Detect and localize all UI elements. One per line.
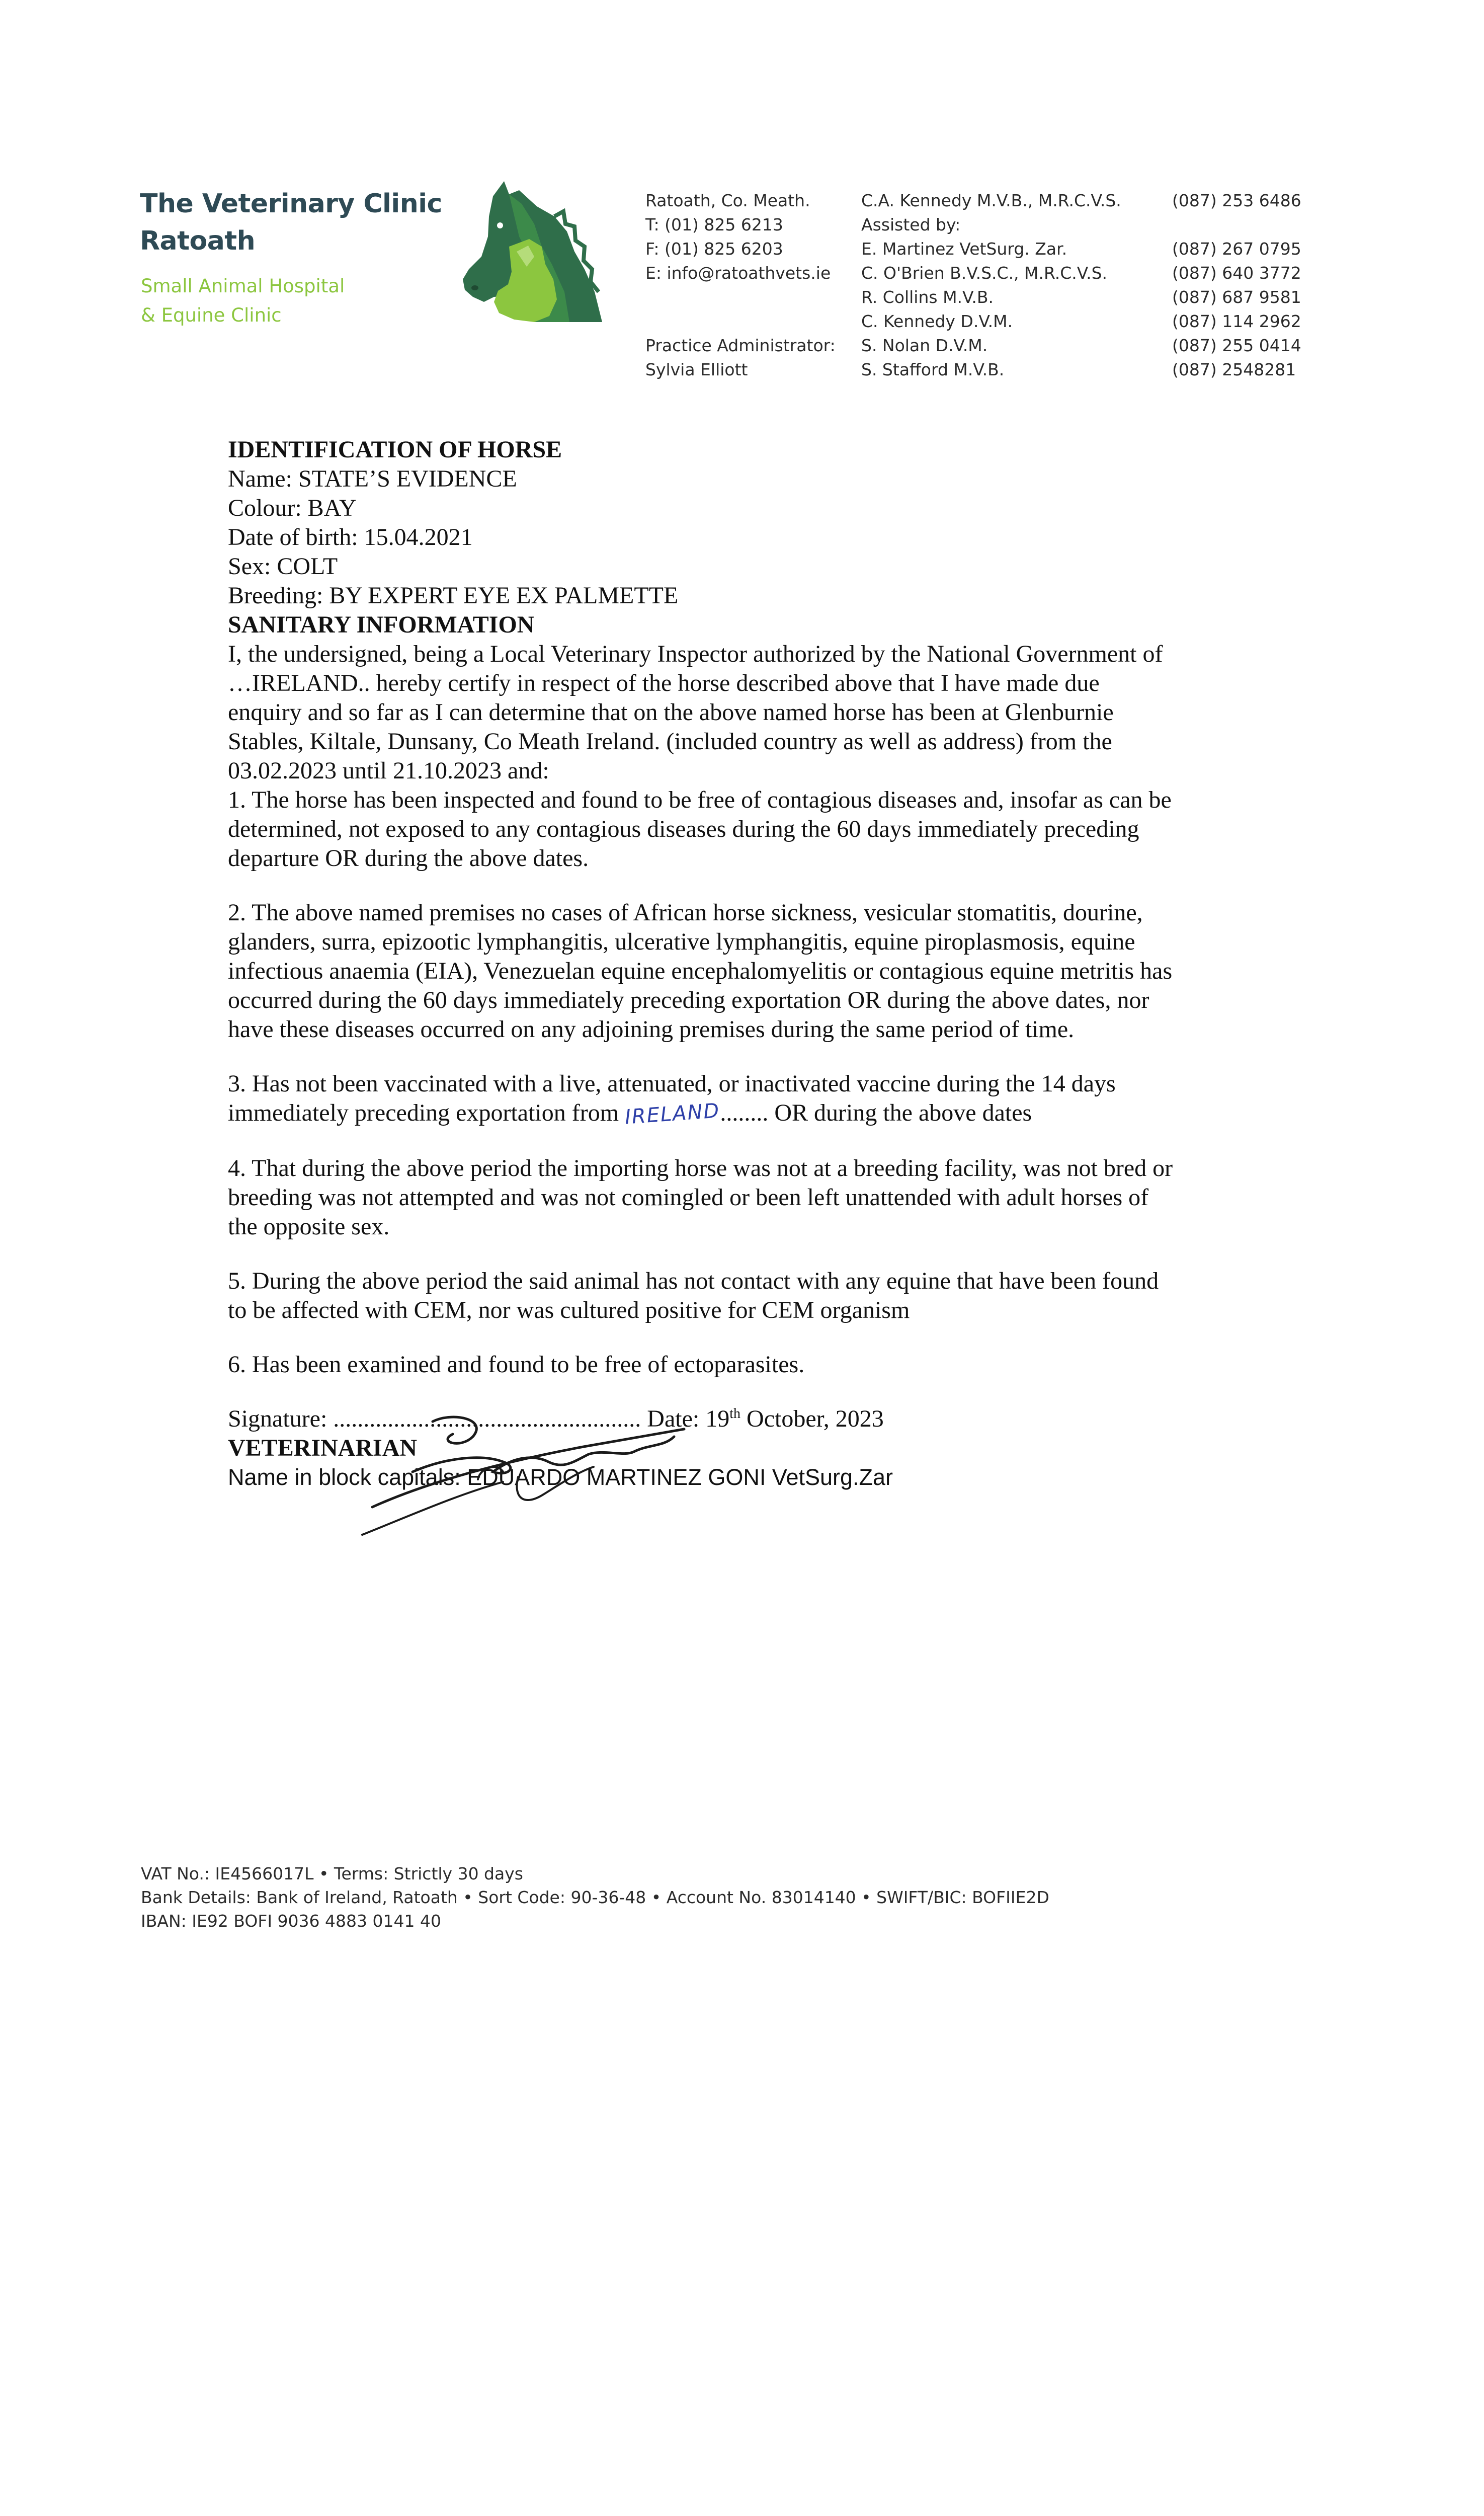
intro-line: …IRELAND.. hereby certify in respect of the horse described above that I have made due xyxy=(228,670,1100,696)
assisted-by-label: Assisted by: xyxy=(861,215,961,234)
clinic-email: E: info@ratoathvets.ie xyxy=(645,263,831,283)
vat-terms: VAT No.: IE4566017L • Terms: Strictly 30 days xyxy=(141,1864,523,1883)
clause-3-text-pre: immediately preceding exportation from xyxy=(228,1099,625,1126)
lead-vet-phone: (087) 253 6486 xyxy=(1172,191,1301,210)
handwritten-signature-icon xyxy=(352,1406,704,1547)
clinic-name-line1: The Veterinary Clinic xyxy=(140,189,442,219)
phone-list xyxy=(1172,189,1301,382)
horse-dob: Date of birth: 15.04.2021 xyxy=(228,524,473,551)
clinic-subtitle xyxy=(141,272,402,330)
clinic-telephone: T: (01) 825 6213 xyxy=(645,215,783,234)
clause-line: 2. The above named premises no cases of African horse sickness, vesicular stomatitis, dourine, xyxy=(228,899,1143,926)
horse-dog-logo-icon xyxy=(434,176,605,327)
clause-line: 1. The horse has been inspected and found to be free of contagious diseases and, insofar as can be xyxy=(228,787,1172,813)
clinic-subtitle-line2: & Equine Clinic xyxy=(141,304,282,326)
vet-item: S. Nolan D.V.M. xyxy=(861,336,988,355)
clause-4 xyxy=(228,1154,1274,1241)
clinic-address: Ratoath, Co. Meath. xyxy=(645,191,810,210)
clause-line: departure OR during the above dates. xyxy=(228,845,589,872)
clause-line: occurred during the 60 days immediately preceding exportation OR during the above dates, nor xyxy=(228,987,1149,1013)
intro-line: I, the undersigned, being a Local Veterinary Inspector authorized by the National Government of xyxy=(228,641,1163,667)
intro-line: 03.02.2023 until 21.10.2023 and: xyxy=(228,757,549,784)
clause-1 xyxy=(228,785,1274,873)
phone-item: (087) 255 0414 xyxy=(1172,336,1301,355)
clause-line: 5. During the above period the said animal has not contact with any equine that have been found xyxy=(228,1268,1159,1294)
phone-item: (087) 2548281 xyxy=(1172,360,1296,379)
horse-breeding: Breeding: BY EXPERT EYE EX PALMETTE xyxy=(228,582,679,609)
intro-line: Stables, Kiltale, Dunsany, Co Meath Ireland. (included country as well as address) from the xyxy=(228,728,1112,755)
signature-date: October, 2023 xyxy=(740,1405,884,1432)
clinic-fax: F: (01) 825 6203 xyxy=(645,239,783,259)
clause-line: infectious anaemia (EIA), Venezuelan equine encephalomyelitis or contagious equine metritis has xyxy=(228,958,1173,984)
clause-line: breeding was not attempted and was not comingled or been left unattended with adult horses of xyxy=(228,1184,1149,1211)
clause-6: 6. Has been examined and found to be free of ectoparasites. xyxy=(228,1351,805,1378)
clause-line: glanders, surra, epizootic lymphangitis, ulcerative lymphangitis, equine piroplasmosis, equine xyxy=(228,928,1135,955)
phone-item: (087) 267 0795 xyxy=(1172,239,1301,259)
clause-line-with-handwriting xyxy=(228,1098,1274,1129)
vet-item: E. Martinez VetSurg. Zar. xyxy=(861,239,1067,259)
contact-column xyxy=(645,189,836,382)
clause-2 xyxy=(228,898,1274,1044)
date-suffix: th xyxy=(729,1406,741,1422)
clause-line: 3. Has not been vaccinated with a live, attenuated, or inactivated vaccine during the 14 days xyxy=(228,1070,1116,1097)
admin-label: Practice Administrator: xyxy=(645,336,836,355)
clinic-name-line2: Ratoath xyxy=(140,226,256,256)
veterinarian-role: VETERINARIAN xyxy=(228,1435,418,1461)
clause-line: have these diseases occurred on any adjoining premises during the same period of time. xyxy=(228,1016,1075,1043)
clause-line: determined, not exposed to any contagious diseases during the 60 days immediately preceding xyxy=(228,816,1139,842)
vet-item: C. O'Brien B.V.S.C., M.R.C.V.S. xyxy=(861,263,1108,283)
identification-heading: IDENTIFICATION OF HORSE xyxy=(228,436,562,463)
bank-details: Bank Details: Bank of Ireland, Ratoath • Sort Code: 90-36-48 • Account No. 83014140 • SWIFT/BIC: BOFIIE2D xyxy=(141,1888,1049,1907)
clinic-name xyxy=(140,185,467,260)
vet-item: R. Collins M.V.B. xyxy=(861,287,994,307)
clause-3-text-post: ........ OR during the above dates xyxy=(720,1099,1032,1126)
block-name-label: Name in block capitals: xyxy=(228,1464,467,1490)
phone-item: (087) 640 3772 xyxy=(1172,263,1301,283)
vet-item: C. Kennedy D.V.M. xyxy=(861,311,1013,331)
footer xyxy=(141,1862,1348,1933)
vet-list xyxy=(861,189,1121,382)
sanitary-heading: SANITARY INFORMATION xyxy=(228,611,535,638)
lead-vet: C.A. Kennedy M.V.B., M.R.C.V.S. xyxy=(861,191,1121,210)
certificate-body xyxy=(228,435,1274,1492)
clause-5 xyxy=(228,1267,1274,1325)
clause-line: to be affected with CEM, nor was cultured positive for CEM organism xyxy=(228,1297,910,1323)
admin-name: Sylvia Elliott xyxy=(645,360,748,379)
iban: IBAN: IE92 BOFI 9036 4883 0141 40 xyxy=(141,1911,441,1931)
signature-label: Signature: ................................................... Date: 19 xyxy=(228,1405,730,1432)
block-name-value: EDUARDO MARTINEZ GONI VetSurg.Zar xyxy=(467,1464,893,1490)
horse-name: Name: STATE’S EVIDENCE xyxy=(228,465,517,492)
clause-3 xyxy=(228,1069,1274,1129)
clause-line: 4. That during the above period the importing horse was not at a breeding facility, was not bred or xyxy=(228,1155,1173,1182)
clause-line: the opposite sex. xyxy=(228,1213,390,1240)
sanitary-intro xyxy=(228,640,1274,785)
horse-colour: Colour: BAY xyxy=(228,495,357,521)
horse-sex: Sex: COLT xyxy=(228,553,338,580)
vet-item: S. Stafford M.V.B. xyxy=(861,360,1005,379)
phone-item: (087) 687 9581 xyxy=(1172,287,1301,307)
phone-item: (087) 114 2962 xyxy=(1172,311,1301,331)
intro-line: enquiry and so far as I can determine that on the above named horse has been at Glenburnie xyxy=(228,699,1114,726)
handwritten-country: IRELAND xyxy=(624,1099,721,1129)
clinic-subtitle-line1: Small Animal Hospital xyxy=(141,275,345,297)
